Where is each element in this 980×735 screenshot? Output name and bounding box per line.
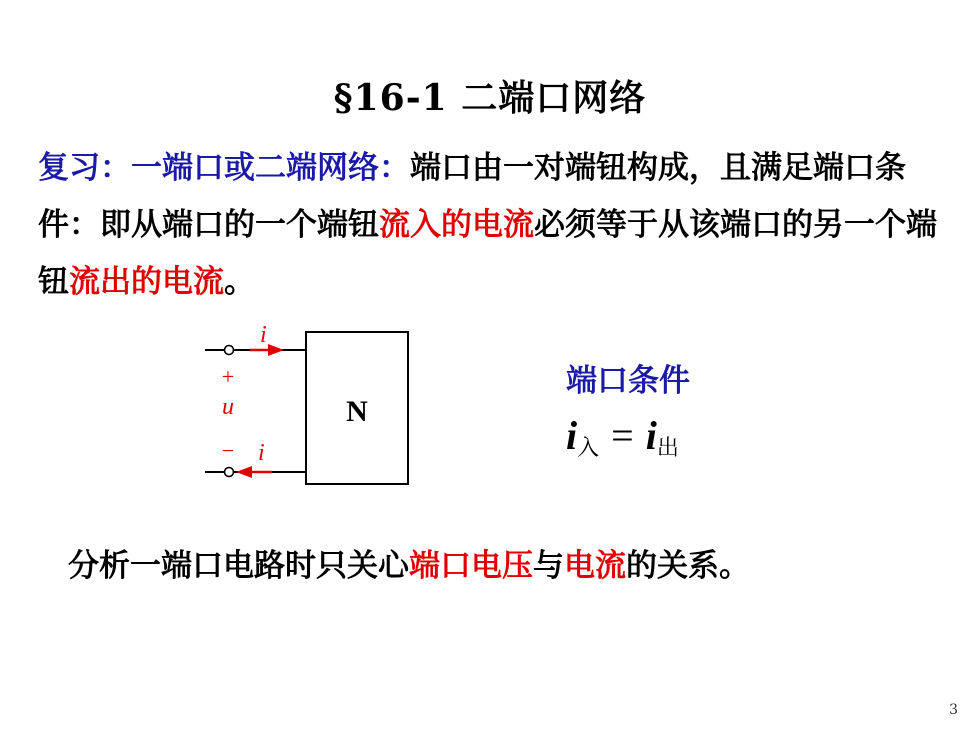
note-text-3: 的关系。: [626, 548, 750, 584]
analysis-note: [68, 540, 750, 585]
minus-sign: −: [221, 438, 235, 463]
equation-rhs-subscript: 出: [656, 435, 679, 460]
page-number: 3: [949, 702, 958, 718]
network-label: N: [346, 395, 368, 428]
bottom-current-label: i: [258, 440, 265, 466]
equation-equals-sign: =: [611, 413, 634, 458]
note-text-1: 分析一端口电路时只关心: [68, 548, 409, 584]
one-port-circuit-diagram: [200, 318, 420, 493]
bottom-terminal: [225, 468, 234, 477]
top-current-arrow-head: [268, 344, 284, 356]
top-current-label: i: [260, 322, 267, 348]
slide-title: §16-1 二端口网络: [333, 77, 647, 119]
bottom-current-arrow-head: [236, 466, 252, 478]
equation-rhs-variable: i: [645, 413, 657, 458]
review-highlight-outflow: 流出的电流: [69, 264, 224, 300]
note-text-2: 与: [533, 548, 564, 584]
note-highlight-current: 电流: [564, 548, 626, 584]
voltage-label: u: [222, 394, 234, 420]
equation-lhs-variable: i: [566, 413, 578, 458]
note-highlight-voltage: 端口电压: [409, 548, 533, 584]
equation-lhs-subscript: 入: [577, 435, 600, 460]
port-condition-equation: [566, 412, 679, 462]
review-text-1: 端口由一对端钮构成，且满足端口条件：即从端口的一个端钮: [38, 150, 906, 243]
plus-sign: +: [221, 364, 235, 389]
review-lead: 复习：一端口或二端网络：: [38, 150, 410, 186]
review-highlight-inflow: 流入的电流: [379, 207, 534, 243]
review-paragraph: [38, 140, 948, 311]
top-terminal: [225, 346, 234, 355]
review-text-2: 必须等于从该端口的另一个端钮: [38, 207, 937, 300]
review-text-3: 。: [224, 264, 255, 300]
port-condition-label: 端口条件: [566, 363, 690, 399]
